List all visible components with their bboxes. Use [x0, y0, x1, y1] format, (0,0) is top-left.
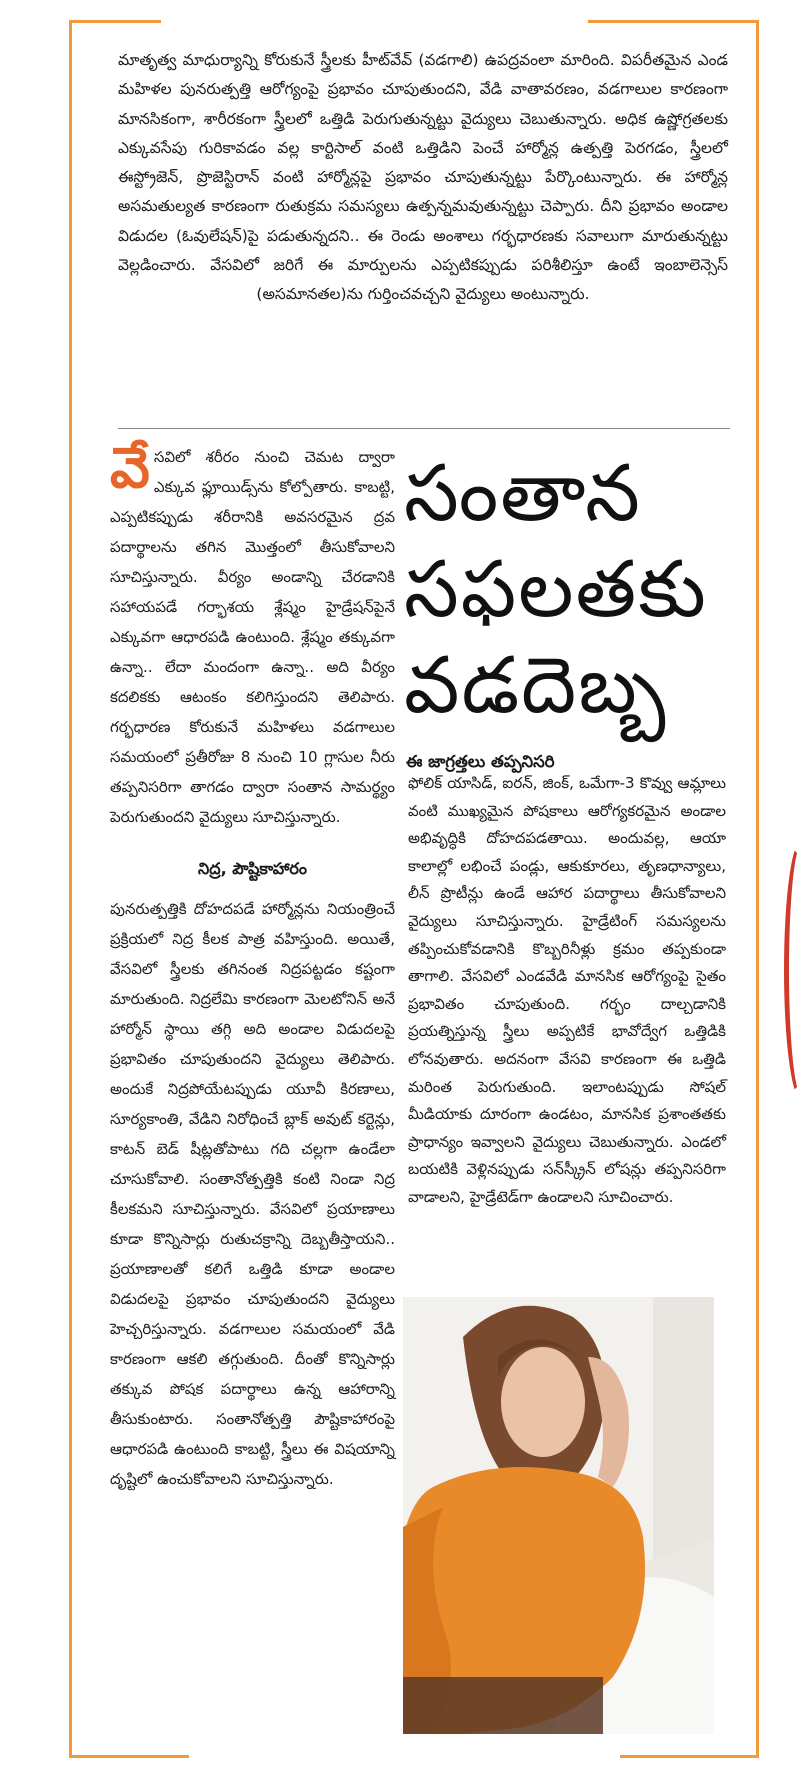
edge-decoration	[784, 840, 800, 1100]
section-divider	[118, 428, 730, 429]
headline-line-3: వడదెబ్బ	[404, 641, 668, 731]
frame-corner-bottom-right	[620, 1755, 759, 1758]
left-column	[110, 436, 395, 1494]
headline-line-2: సఫలతకు	[404, 545, 708, 635]
dropcap: వే	[110, 436, 150, 501]
frame-corner-top-left	[69, 20, 161, 23]
woman-photo	[403, 1297, 714, 1734]
intro-paragraph: మాతృత్వ మాధుర్యాన్ని కోరుకునే స్త్రీలకు హీట్‌వేవ్ (వడగాలి) ఉపద్రవంలా మారింది. విపరీతమైన ఎండ మహిళల పునరుత్పత్తి ఆరోగ్యంపై ప్రభావం చూపుతుందని, వేడి వాతావరణం, వడగాలుల కారణంగా మానసికంగా, శారీరకంగా స్త్రీలలో ఒత్తిడి పెరుగుతున్నట్టు వైద్యులు చెబుతున్నారు. అధిక ఉష్ణోగ్రతలకు ఎక్కువసేపు గురికావడం వల్ల కార్టిసాల్ వంటి ఒత్తిడిని పెంచే హార్మోన్ల ఉత్పత్తి పెరగడం, స్త్రీలలో ఈస్ట్రోజెన్, ప్రొజెస్టిరాన్ వంటి హార్మోన్లపై ప్రభావం చూపుతున్నట్టు పేర్కొంటున్నారు. ఈ హార్మోన్ల అసమతుల్యత కారణంగా రుతుక్రమ సమస్యలు ఉత్పన్నమవుతున్నట్టు చెప్పారు. దీని ప్రభావం అండాల విడుదల (ఓవులేషన్)పై పడుతున్నదని.. ఈ రెండు అంశాలు గర్భధారణకు సవాలుగా మారుతున్నట్టు వెల్లడించారు. వేసవిలో జరిగే ఈ మార్పులను ఎప్పటికప్పుడు పరిశీలిస్తూ ఉంటే ఇంబాలెన్సెస్ (అసమానతల)ను గుర్తించవచ్చని వైద్యులు అంటున్నారు.	[118, 51, 728, 304]
tagline: ఈ జాగ్రత్తలు తప్పనిసరి	[406, 752, 555, 771]
left-paragraph-1: సవిలో శరీరం నుంచి చెమట ద్వారా ఎక్కువ ఫ్లూయిడ్స్‌ను కోల్పోతారు. కాబట్టి, ఎప్పటికప్పుడు శరీరానికి అవసరమైన ద్రవ పదార్థాలను తగిన మొత్తంలో తీసుకోవాలని సూచిస్తున్నారు. వీర్యం అండాన్ని చేరడానికి సహాయపడే గర్భాశయ శ్లేష్మం హైడ్రేషన్‌పైనే ఎక్కువగా ఆధారపడి ఉంటుంది. శ్లేష్మం తక్కువగా ఉన్నా.. లేదా మందంగా ఉన్నా.. అది వీర్యం కదలికకు ఆటంకం కలిగిస్తుందని తెలిపారు. గర్భధారణ కోరుకునే మహిళలు వడగాలుల సమయంలో ప్రతీరోజు 8 నుంచి 10 గ్లాసుల నీరు తప్పనిసరిగా తాగడం ద్వారా సంతాన సామర్థ్యం పెరుగుతుందని వైద్యులు సూచిస్తున్నారు.	[110, 448, 395, 826]
left-paragraph-2: పునరుత్పత్తికి దోహదపడే హార్మోన్లను నియంత్రించే ప్రక్రియలో నిద్ర కీలక పాత్ర వహిస్తుంది. అయితే, వేసవిలో స్త్రీలకు తగినంత నిద్రపట్టడం కష్టంగా మారుతుంది. నిద్రలేమి కారణంగా మెలటోనిన్ అనే హార్మోన్ స్థాయి తగ్గి అది అండాల విడుదలపై ప్రభావితం చూపుతుందని వైద్యులు తెలిపారు. అందుకే నిద్రపోయేటప్పుడు యూవీ కిరణాలు, సూర్యకాంతి, వేడిని నిరోధించే బ్లాక్ అవుట్ కర్టెన్లు, కాటన్ బెడ్ షీట్లతోపాటు గది చల్లగా ఉండేలా చూసుకోవాలి. సంతానోత్పత్తికి కంటి నిండా నిద్ర కీలకమని సూచిస్తున్నారు. వేసవిలో ప్రయాణాలు కూడా కొన్నిసార్లు రుతుచక్రాన్ని దెబ్బతీస్తాయని.. ప్రయాణాలతో కలిగే ఒత్తిడి కూడా అండాల విడుదలపై ప్రభావం చూపుతుందని వైద్యులు హెచ్చరిస్తున్నారు. వడగాలుల సమయంలో వేడి కారణంగా ఆకలి తగ్గుతుంది. దీంతో కొన్నిసార్లు తక్కువ పోషక పదార్థాలు ఉన్న ఆహారాన్ని తీసుకుంటారు. సంతానోత్పత్తి పౌష్టికాహారంపై ఆధారపడి ఉంటుంది కాబట్టి, స్త్రీలు ఈ విషయాన్ని దృష్టిలో ఉంచుకోవాలని సూచిస్తున్నారు.	[110, 900, 395, 1488]
frame-corner-top-right	[588, 20, 759, 23]
woman-resting-illustration	[403, 1297, 714, 1734]
right-column: ఫోలిక్ యాసిడ్, ఐరన్, జింక్, ఒమేగా-3 కొవ్వు ఆమ్లాలు వంటి ముఖ్యమైన పోషకాలు ఆరోగ్యకరమైన అండాల అభివృద్ధికి దోహదపడతాయి. అందువల్ల, ఆయా కాలాల్లో లభించే పండ్లు, ఆకుకూరలు, తృణధాన్యాలు, లీన్ ప్రొటీన్లు ఉండే ఆహార పదార్థాలు తీసుకోవాలని వైద్యులు సూచిస్తున్నారు. హైడ్రేటింగ్ సమస్యలను తప్పించుకోవడానికి కొబ్బరినీళ్లు క్రమం తప్పకుండా తాగాలి. వేసవిలో ఎండవేడి మానసిక ఆరోగ్యంపై సైతం ప్రభావితం చూపుతుంది. గర్భం దాల్చడానికి ప్రయత్నిస్తున్న స్త్రీలు అప్పటికే భావోద్వేగ ఒత్తిడికి లోనవుతారు. అదనంగా వేసవి కారణంగా ఈ ఒత్తిడి మరింత పెరుగుతుంది. ఇలాంటప్పుడు సోషల్ మీడియాకు దూరంగా ఉండటం, మానసిక ప్రశాంతతకు ప్రాధాన్యం ఇవ్వాలని వైద్యులు చెబుతున్నారు. ఎండలో బయటికి వెళ్లినప్పుడు సన్‌స్క్రీన్ లోషన్లు తప్పనిసరిగా వాడాలని, హైడ్రేటెడ్‌గా ఉండాలని సూచించారు.	[408, 774, 726, 1206]
frame-corner-bottom-left	[69, 1755, 189, 1758]
headline-line-1: సంతాన	[404, 449, 642, 539]
headline	[404, 446, 734, 734]
subheading-sleep-nutrition: నిద్ర, పౌష్టికాహారం	[198, 859, 307, 878]
